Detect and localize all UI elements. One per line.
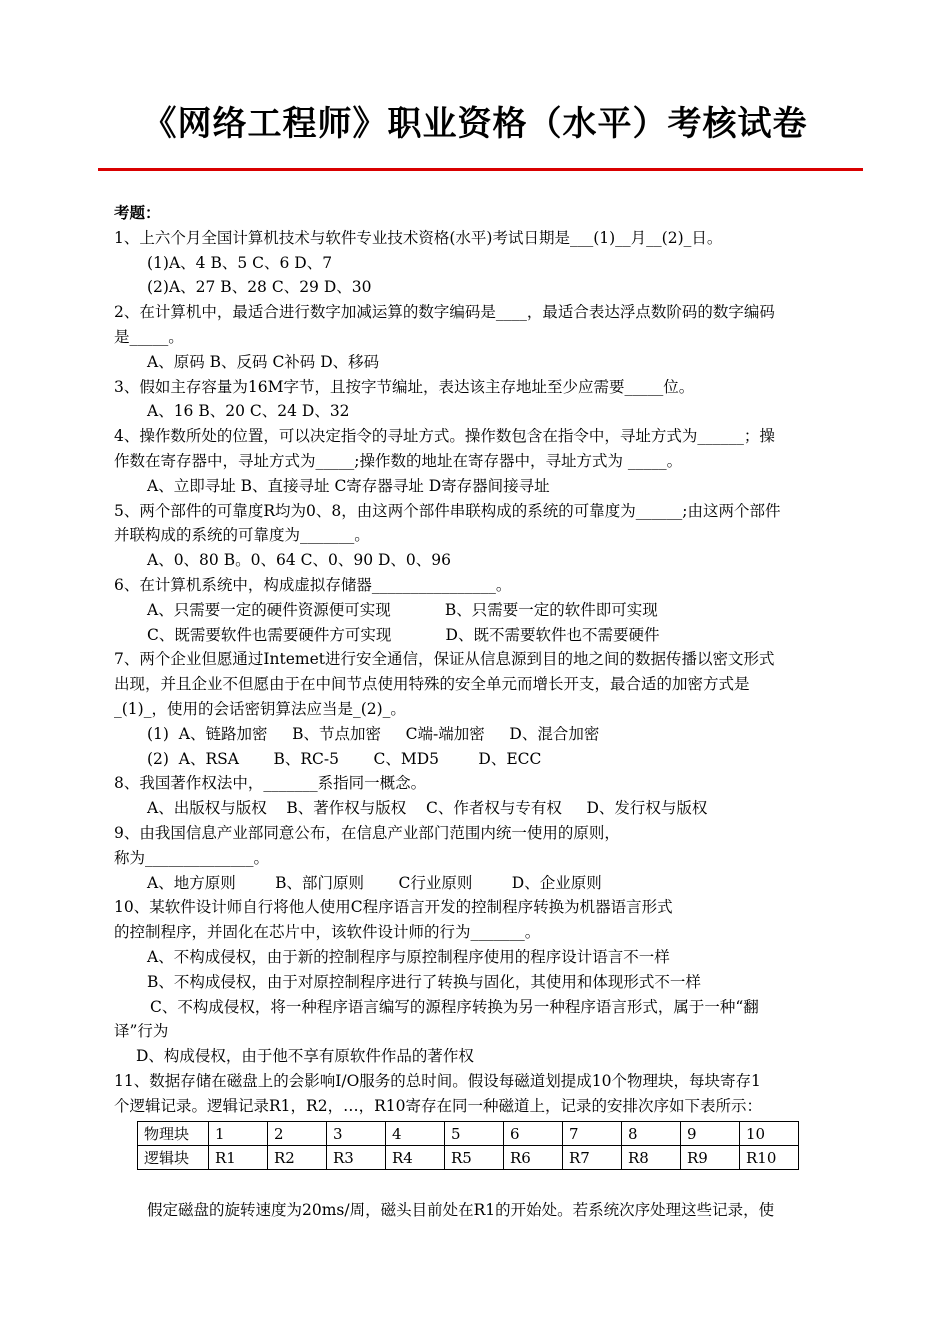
question-5-line-2: 并联构成的系统的可靠度为_______。 xyxy=(114,526,370,545)
question-2-options: A、原码 B、反码 C补码 D、移码 xyxy=(147,352,380,371)
table-cell: 10 xyxy=(740,1122,799,1146)
page-title: 《网络工程师》职业资格（水平）考核试卷 xyxy=(142,104,808,144)
question-5-line-1: 5、两个部件的可靠度R均为0、8，由这两个部件串联构成的系统的可靠度为______;由这两个部件 xyxy=(114,501,781,520)
table-cell: 1 xyxy=(209,1122,268,1146)
table-cell: 9 xyxy=(681,1122,740,1146)
question-11-line-1: 11、数据存储在磁盘上的会影响I/O服务的总时间。假设每磁道划提成10个物理块，每块寄存1 xyxy=(114,1071,761,1090)
block-mapping-table xyxy=(137,1121,799,1170)
table-row-logical xyxy=(138,1146,799,1170)
table-cell: 3 xyxy=(327,1122,386,1146)
question-10-option-d: D、构成侵权，由于他不享有原软件作品的著作权 xyxy=(136,1047,474,1066)
question-10-option-c-line-2: 译”行为 xyxy=(114,1022,169,1041)
question-7-options-1: (1) A、链路加密 B、节点加密 C端-端加密 D、混合加密 xyxy=(147,724,600,743)
question-9-line-2: 称为______________。 xyxy=(114,848,270,867)
table-cell: R10 xyxy=(740,1146,799,1170)
table-row-physical xyxy=(138,1122,799,1146)
table-cell: 8 xyxy=(622,1122,681,1146)
question-1: 1、上六个月全国计算机技术与软件专业技术资格(水平)考试日期是___(1)__月__(2)_日。 xyxy=(114,228,723,247)
table-cell: R2 xyxy=(268,1146,327,1170)
question-8-options: A、出版权与版权 B、著作权与版权 C、作者权与专有权 D、发行权与版权 xyxy=(147,799,708,818)
question-7-options-2: (2) A、RSA B、RC-5 C、MD5 D、ECC xyxy=(147,749,542,768)
question-7-line-2: 出现，并且企业不但愿由于在中间节点使用特殊的安全单元而增长开支，最合适的加密方式是 xyxy=(114,675,750,694)
question-10-line-2: 的控制程序，并固化在芯片中，该软件设计师的行为_______。 xyxy=(114,923,541,942)
table-cell: R6 xyxy=(504,1146,563,1170)
question-5-options: A、0、80 B。0、64 C、0、90 D、0、96 xyxy=(147,551,451,570)
table-header-physical: 物理块 xyxy=(138,1122,209,1146)
question-11-continuation: 假定磁盘的旋转速度为20ms/周，磁头目前处在R1的开始处。若系统次序处理这些记录，使 xyxy=(147,1201,775,1219)
question-1-options-2: (2)A、27 B、28 C、29 D、30 xyxy=(147,278,372,297)
question-4-line-2: 作数在寄存器中，寻址方式为_____;操作数的地址在寄存器中，寻址方式为 _____。 xyxy=(114,451,683,470)
section-label: 考题： xyxy=(114,204,161,222)
table-cell: R5 xyxy=(445,1146,504,1170)
question-10-line-1: 10、某软件设计师自行将他人使用C程序语言开发的控制程序转换为机器语言形式 xyxy=(114,898,673,917)
question-10-option-c-line-1: C、不构成侵权，将一种程序语言编写的源程序转换为另一种程序语言形式，属于一种“翻 xyxy=(150,997,759,1016)
question-7-line-3: _(1)_，使用的会话密钥算法应当是_(2)_。 xyxy=(114,699,406,718)
table-cell: R1 xyxy=(209,1146,268,1170)
question-9-line-1: 9、由我国信息产业部同意公布，在信息产业部门范围内统一使用的原则， xyxy=(114,823,620,842)
question-11-line-2: 个逻辑记录。逻辑记录R1，R2，…，R10寄存在同一种磁道上，记录的安排次序如下表所示： xyxy=(114,1096,762,1115)
table-header-logical: 逻辑块 xyxy=(138,1146,209,1170)
question-1-options-1: (1)A、4 B、5 C、6 D、7 xyxy=(147,253,333,272)
exam-questions xyxy=(114,201,840,1118)
question-2-line-2: 是_____。 xyxy=(114,327,184,346)
question-7-line-1: 7、两个企业但愿通过Intemet进行安全通信，保证从信息源到目的地之间的数据传播以密文形式 xyxy=(114,650,775,669)
question-6-options-2: C、既需要软件也需要硬件方可实现 D、既不需要软件也不需要硬件 xyxy=(147,625,660,644)
question-8: 8、我国著作权法中，_______系指同一概念。 xyxy=(114,774,427,793)
table-cell: R3 xyxy=(327,1146,386,1170)
table-cell: 7 xyxy=(563,1122,622,1146)
table-cell: 6 xyxy=(504,1122,563,1146)
table-cell: 5 xyxy=(445,1122,504,1146)
table-cell: 4 xyxy=(386,1122,445,1146)
table-cell: R4 xyxy=(386,1146,445,1170)
question-3-options: A、16 B、20 C、24 D、32 xyxy=(147,402,350,421)
table-cell: R8 xyxy=(622,1146,681,1170)
question-2-line-1: 2、在计算机中，最适合进行数字加减运算的数字编码是____，最适合表达浮点数阶码的数字编码 xyxy=(114,303,775,322)
question-9-options: A、地方原则 B、部门原则 C行业原则 D、企业原则 xyxy=(147,873,602,892)
question-10-option-b: B、不构成侵权，由于对原控制程序进行了转换与固化，其使用和体现形式不一样 xyxy=(147,972,701,991)
title-divider xyxy=(98,168,863,171)
question-4-line-1: 4、操作数所处的位置，可以决定指令的寻址方式。操作数包含在指令中，寻址方式为______；操 xyxy=(114,427,775,446)
table-cell: R7 xyxy=(563,1146,622,1170)
table-cell: R9 xyxy=(681,1146,740,1170)
question-4-options: A、立即寻址 B、直接寻址 C寄存器寻址 D寄存器间接寻址 xyxy=(147,476,550,495)
table-cell: 2 xyxy=(268,1122,327,1146)
question-10-option-a: A、不构成侵权，由于新的控制程序与原控制程序使用的程序设计语言不一样 xyxy=(147,947,670,966)
question-3: 3、假如主存容量为16M字节，且按字节编址，表达该主存地址至少应需要_____位。 xyxy=(114,377,695,396)
question-6: 6、在计算机系统中，构成虚拟存储器________________。 xyxy=(114,575,512,594)
question-6-options-1: A、只需要一定的硬件资源便可实现 B、只需要一定的软件即可实现 xyxy=(147,600,658,619)
